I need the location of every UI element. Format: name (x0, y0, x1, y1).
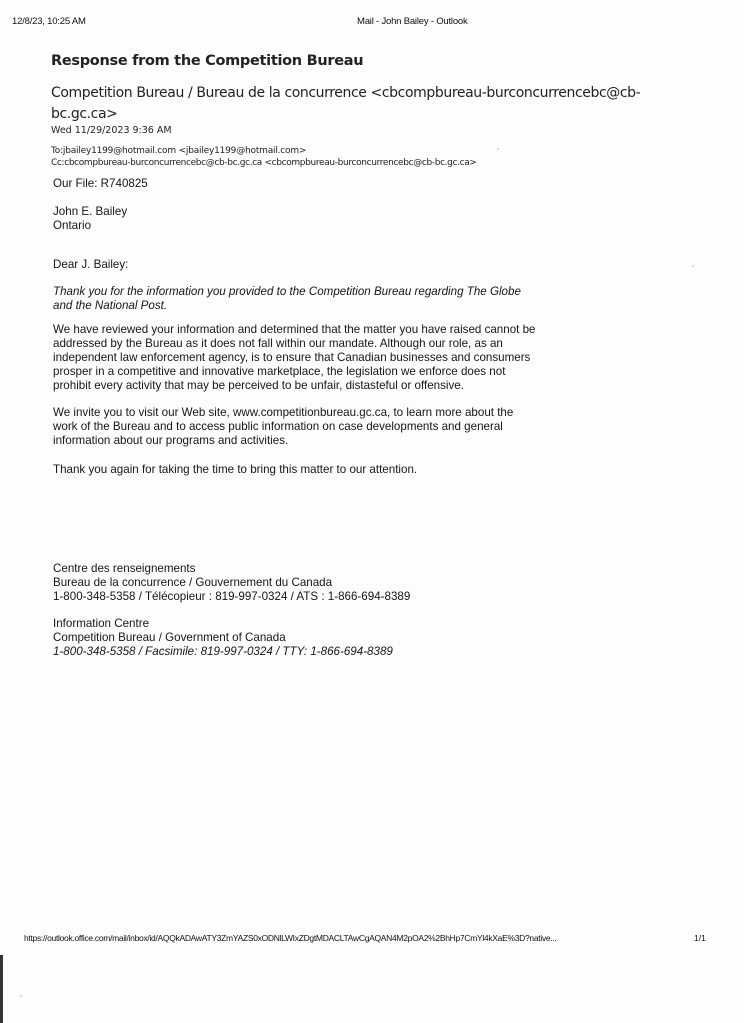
scan-speck (20, 995, 22, 997)
salutation: Dear J. Bailey: (53, 258, 129, 271)
signature-org: Competition Bureau / Government of Canada (53, 631, 286, 644)
signature-title: Centre des renseignements (53, 562, 196, 575)
sender-line-2: bc.gc.ca> (51, 106, 118, 122)
signature-french (53, 562, 410, 604)
email-sender[interactable] (51, 83, 651, 125)
paragraph-2 (53, 323, 573, 393)
print-footer-page: 1/1 (694, 933, 706, 943)
paragraph-line: information about our programs and activities. (53, 434, 289, 447)
paragraph-1 (53, 285, 573, 313)
email-subject: Response from the Competition Bureau (51, 53, 364, 69)
print-footer-url: https://outlook.office.com/mail/inbox/id/AQQkADAwATY3ZmYAZS0xODNlLWIxZDgtMDACLTAwCgAQAN4M2pOA2%2BhHp7CmYl4kXaE%3D?native... (24, 933, 557, 943)
recipient-region: Ontario (53, 219, 92, 232)
scan-speck (692, 265, 694, 267)
scan-edge-mark (0, 955, 3, 1023)
recipient-block (53, 205, 127, 233)
email-to[interactable]: To:jbailey1199@hotmail.com <jbailey1199@hotmail.com> (51, 146, 307, 156)
paragraph-line: independent law enforcement agency, is to ensure that Canadian businesses and consumers (53, 351, 531, 364)
paragraph-4: Thank you again for taking the time to bring this matter to our attention. (53, 463, 418, 476)
paragraph-line: prohibit every activity that may be perceived to be unfair, distasteful or offensive. (53, 379, 464, 392)
signature-english (53, 617, 393, 659)
email-sent-date: Wed 11/29/2023 9:36 AM (51, 125, 172, 136)
scan-speck (497, 148, 499, 150)
paragraph-line: We invite you to visit our Web site, www.competitionbureau.gc.ca, to learn more about the (53, 406, 514, 419)
paragraph-line: and the National Post. (53, 299, 168, 312)
signature-title: Information Centre (53, 617, 150, 630)
paragraph-3 (53, 406, 553, 448)
print-header-title: Mail - John Bailey - Outlook (357, 16, 468, 27)
signature-org: Bureau de la concurrence / Gouvernement du Canada (53, 576, 333, 589)
paragraph-line: prosper in a competitive and innovative marketplace, the legislation we enforce does not (53, 365, 506, 378)
email-cc[interactable]: Cc:cbcompbureau-burconcurrencebc@cb-bc.gc.ca <cbcompbureau-burconcurrencebc@cb-bc.gc.ca> (51, 158, 477, 168)
signature-contact: 1-800-348-5358 / Facsimile: 819-997-0324 / TTY: 1-866-694-8389 (53, 645, 393, 658)
print-header-datetime: 12/8/23, 10:25 AM (12, 16, 86, 27)
paragraph-line: We have reviewed your information and determined that the matter you have raised cannot be (53, 323, 536, 336)
paragraph-line: work of the Bureau and to access public information on case developments and general (53, 420, 503, 433)
paragraph-line: Thank you for the information you provided to the Competition Bureau regarding The Globe (53, 285, 521, 298)
file-number: Our File: R740825 (53, 177, 148, 190)
sender-line-1: Competition Bureau / Bureau de la concurrence <cbcompbureau-burconcurrencebc@cb- (51, 85, 641, 101)
recipient-name: John E. Bailey (53, 205, 128, 218)
paragraph-line: addressed by the Bureau as it does not fall within our mandate. Although our role, as an (53, 337, 503, 350)
signature-contact: 1-800-348-5358 / Télécopieur : 819-997-0324 / ATS : 1-866-694-8389 (53, 590, 411, 603)
